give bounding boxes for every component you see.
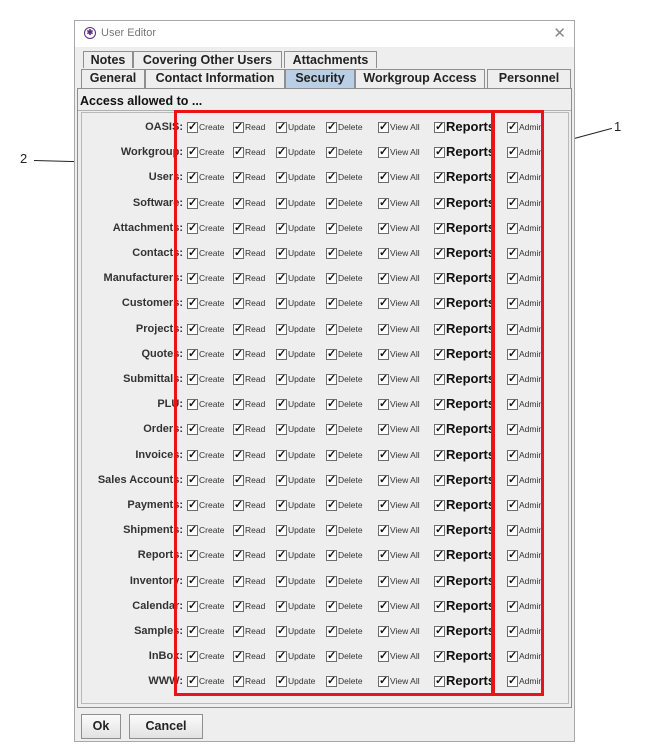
admin-label: Admin	[519, 651, 544, 662]
row-label: Users:	[148, 171, 183, 184]
read-label: Read	[245, 273, 266, 284]
row-label: Projects:	[135, 322, 183, 335]
update-label: Update	[288, 449, 316, 460]
admin-label: Admin	[519, 197, 544, 208]
create-label: Create	[199, 122, 225, 132]
tab-general[interactable]: General	[81, 69, 145, 88]
view-all-label: View All	[390, 222, 420, 233]
update-label: Update	[288, 500, 316, 510]
view-all-label: View All	[390, 676, 420, 687]
read-label: Read	[245, 474, 266, 485]
view-all-label: View All	[390, 424, 420, 435]
tab-notes[interactable]: Notes	[83, 51, 133, 68]
row-label: OASIS:	[145, 121, 183, 133]
create-label: Create	[199, 676, 225, 687]
create-label: Create	[199, 651, 225, 662]
view-all-label: View All	[390, 525, 420, 536]
update-label: Update	[288, 374, 316, 384]
delete-label: Delete	[338, 298, 363, 309]
row-label: PLU:	[157, 398, 183, 411]
read-label: Read	[245, 525, 266, 536]
reports-label: Reports	[446, 497, 496, 512]
tab-workgroup-access[interactable]: Workgroup Access	[355, 69, 485, 88]
view-all-label: View All	[390, 248, 420, 258]
tab-covering-other-users[interactable]: Covering Other Users	[133, 51, 282, 68]
read-label: Read	[245, 575, 266, 586]
create-label: Create	[199, 600, 225, 611]
reports-label: Reports	[446, 245, 496, 260]
admin-label: Admin	[519, 374, 544, 384]
read-label: Read	[245, 197, 266, 208]
read-label: Read	[245, 600, 266, 611]
view-all-label: View All	[390, 323, 420, 334]
admin-label: Admin	[519, 626, 544, 636]
delete-label: Delete	[338, 474, 363, 485]
delete-label: Delete	[338, 348, 363, 359]
admin-label: Admin	[519, 147, 544, 158]
reports-label: Reports	[446, 119, 496, 134]
delete-label: Delete	[338, 525, 363, 536]
view-all-label: View All	[390, 651, 420, 662]
reports-label: Reports	[446, 345, 496, 361]
update-label: Update	[288, 348, 316, 359]
delete-label: Delete	[338, 424, 363, 435]
row-label: Customers:	[121, 297, 183, 310]
admin-label: Admin	[519, 323, 544, 334]
admin-label: Admin	[519, 474, 544, 485]
create-label: Create	[199, 449, 225, 460]
update-label: Update	[288, 575, 316, 586]
delete-label: Delete	[338, 222, 363, 233]
view-all-label: View All	[390, 122, 420, 132]
create-label: Create	[199, 626, 225, 636]
delete-label: Delete	[338, 550, 363, 561]
create-label: Create	[199, 525, 225, 536]
delete-label: Delete	[338, 676, 363, 687]
create-label: Create	[199, 222, 225, 233]
create-label: Create	[199, 147, 225, 158]
reports-label: Reports	[446, 270, 496, 286]
read-label: Read	[245, 172, 266, 183]
create-label: Create	[199, 424, 225, 435]
row-label: Calendar:	[132, 599, 183, 612]
admin-label: Admin	[519, 399, 544, 410]
update-label: Update	[288, 323, 316, 334]
row-label: Attachments:	[112, 221, 183, 234]
tab-personnel[interactable]: Personnel	[487, 69, 571, 88]
row-label: Contacts:	[132, 247, 183, 259]
create-label: Create	[199, 248, 225, 258]
view-all-label: View All	[390, 600, 420, 611]
update-label: Update	[288, 197, 316, 208]
admin-label: Admin	[519, 122, 544, 132]
read-label: Read	[245, 298, 266, 309]
read-label: Read	[245, 651, 266, 662]
reports-label: Reports	[446, 597, 496, 613]
update-label: Update	[288, 147, 316, 158]
update-label: Update	[288, 399, 316, 410]
delete-label: Delete	[338, 575, 363, 586]
row-label: Payments:	[127, 499, 183, 511]
view-all-label: View All	[390, 374, 420, 384]
read-label: Read	[245, 449, 266, 460]
update-label: Update	[288, 651, 316, 662]
delete-label: Delete	[338, 273, 363, 284]
delete-label: Delete	[338, 449, 363, 460]
update-label: Update	[288, 525, 316, 536]
ok-button[interactable]: Ok	[81, 714, 121, 739]
read-label: Read	[245, 500, 266, 510]
admin-label: Admin	[519, 424, 544, 435]
admin-label: Admin	[519, 600, 544, 611]
update-label: Update	[288, 248, 316, 258]
create-label: Create	[199, 500, 225, 510]
admin-label: Admin	[519, 575, 544, 586]
reports-label: Reports	[446, 371, 496, 386]
admin-label: Admin	[519, 273, 544, 284]
view-all-label: View All	[390, 172, 420, 183]
create-label: Create	[199, 298, 225, 309]
delete-label: Delete	[338, 399, 363, 410]
update-label: Update	[288, 424, 316, 435]
create-label: Create	[199, 197, 225, 208]
highlight-box-1	[492, 110, 544, 696]
view-all-label: View All	[390, 550, 420, 561]
read-label: Read	[245, 147, 266, 158]
callout-2: 2	[20, 151, 28, 166]
read-label: Read	[245, 122, 266, 132]
admin-label: Admin	[519, 172, 544, 183]
create-label: Create	[199, 374, 225, 384]
row-label: Manufacturers:	[103, 272, 183, 285]
admin-label: Admin	[519, 348, 544, 359]
row-label: Submittals:	[123, 373, 183, 385]
app-logo-icon: ✱	[84, 27, 96, 39]
window-title: User Editor	[101, 27, 157, 39]
create-label: Create	[199, 575, 225, 586]
create-label: Create	[199, 348, 225, 359]
panel-title: Access allowed to ...	[80, 94, 203, 108]
tab-contact-information[interactable]: Contact Information	[145, 69, 285, 88]
reports-label: Reports	[446, 572, 496, 588]
row-label: Samples:	[134, 625, 183, 637]
admin-label: Admin	[519, 449, 544, 460]
read-label: Read	[245, 676, 266, 687]
row-label: Software:	[132, 196, 183, 209]
view-all-label: View All	[390, 348, 420, 359]
row-label: InBox:	[148, 650, 183, 663]
tab-attachments[interactable]: Attachments	[284, 51, 377, 68]
update-label: Update	[288, 676, 316, 687]
create-label: Create	[199, 399, 225, 410]
row-label: Shipments:	[123, 524, 183, 537]
reports-label: Reports	[446, 421, 496, 437]
read-label: Read	[245, 550, 266, 561]
reports-label: Reports	[446, 194, 496, 210]
view-all-label: View All	[390, 500, 420, 510]
reports-label: Reports	[446, 219, 496, 235]
view-all-label: View All	[390, 197, 420, 208]
reports-label: Reports	[446, 320, 496, 336]
read-label: Read	[245, 323, 266, 334]
admin-label: Admin	[519, 550, 544, 561]
view-all-label: View All	[390, 626, 420, 636]
update-label: Update	[288, 222, 316, 233]
row-label: Sales Accounts:	[97, 473, 183, 486]
view-all-label: View All	[390, 298, 420, 309]
delete-label: Delete	[338, 500, 363, 510]
create-label: Create	[199, 323, 225, 334]
row-label: Orders:	[143, 423, 183, 436]
read-label: Read	[245, 399, 266, 410]
row-label: WWW:	[148, 675, 183, 688]
view-all-label: View All	[390, 273, 420, 284]
reports-label: Reports	[446, 169, 496, 185]
reports-label: Reports	[446, 471, 496, 487]
delete-label: Delete	[338, 323, 363, 334]
update-label: Update	[288, 550, 316, 561]
delete-label: Delete	[338, 626, 363, 636]
view-all-label: View All	[390, 147, 420, 158]
close-icon[interactable]: ✕	[553, 25, 566, 42]
delete-label: Delete	[338, 374, 363, 384]
admin-label: Admin	[519, 525, 544, 536]
highlight-box-2	[174, 110, 494, 696]
create-label: Create	[199, 474, 225, 485]
update-label: Update	[288, 298, 316, 309]
create-label: Create	[199, 172, 225, 183]
update-label: Update	[288, 626, 316, 636]
cancel-button[interactable]: Cancel	[129, 714, 203, 739]
update-label: Update	[288, 273, 316, 284]
reports-label: Reports	[446, 673, 496, 689]
reports-label: Reports	[446, 547, 496, 563]
create-label: Create	[199, 273, 225, 284]
admin-label: Admin	[519, 500, 544, 510]
reports-label: Reports	[446, 446, 496, 462]
view-all-label: View All	[390, 449, 420, 460]
update-label: Update	[288, 600, 316, 611]
row-label: Invoices:	[135, 448, 183, 461]
read-label: Read	[245, 626, 266, 636]
row-label: Workgroup:	[120, 146, 183, 159]
title-bar	[75, 21, 574, 47]
row-label: Quotes:	[141, 347, 183, 360]
read-label: Read	[245, 222, 266, 233]
reports-label: Reports	[446, 144, 496, 160]
create-label: Create	[199, 550, 225, 561]
delete-label: Delete	[338, 172, 363, 183]
delete-label: Delete	[338, 147, 363, 158]
delete-label: Delete	[338, 651, 363, 662]
update-label: Update	[288, 474, 316, 485]
reports-label: Reports	[446, 648, 496, 664]
admin-label: Admin	[519, 298, 544, 309]
read-label: Read	[245, 348, 266, 359]
read-label: Read	[245, 374, 266, 384]
delete-label: Delete	[338, 197, 363, 208]
callout-1: 1	[614, 119, 622, 134]
view-all-label: View All	[390, 474, 420, 485]
admin-label: Admin	[519, 248, 544, 258]
reports-label: Reports	[446, 396, 496, 412]
reports-label: Reports	[446, 295, 496, 311]
read-label: Read	[245, 248, 266, 258]
update-label: Update	[288, 172, 316, 183]
tab-security[interactable]: Security	[285, 69, 355, 88]
row-label: Inventory:	[129, 574, 183, 587]
view-all-label: View All	[390, 575, 420, 586]
admin-label: Admin	[519, 676, 544, 687]
delete-label: Delete	[338, 600, 363, 611]
admin-label: Admin	[519, 222, 544, 233]
row-label: Reports:	[137, 549, 183, 562]
delete-label: Delete	[338, 248, 363, 258]
reports-label: Reports	[446, 522, 496, 538]
reports-label: Reports	[446, 623, 496, 638]
view-all-label: View All	[390, 399, 420, 410]
update-label: Update	[288, 122, 316, 132]
read-label: Read	[245, 424, 266, 435]
delete-label: Delete	[338, 122, 363, 132]
